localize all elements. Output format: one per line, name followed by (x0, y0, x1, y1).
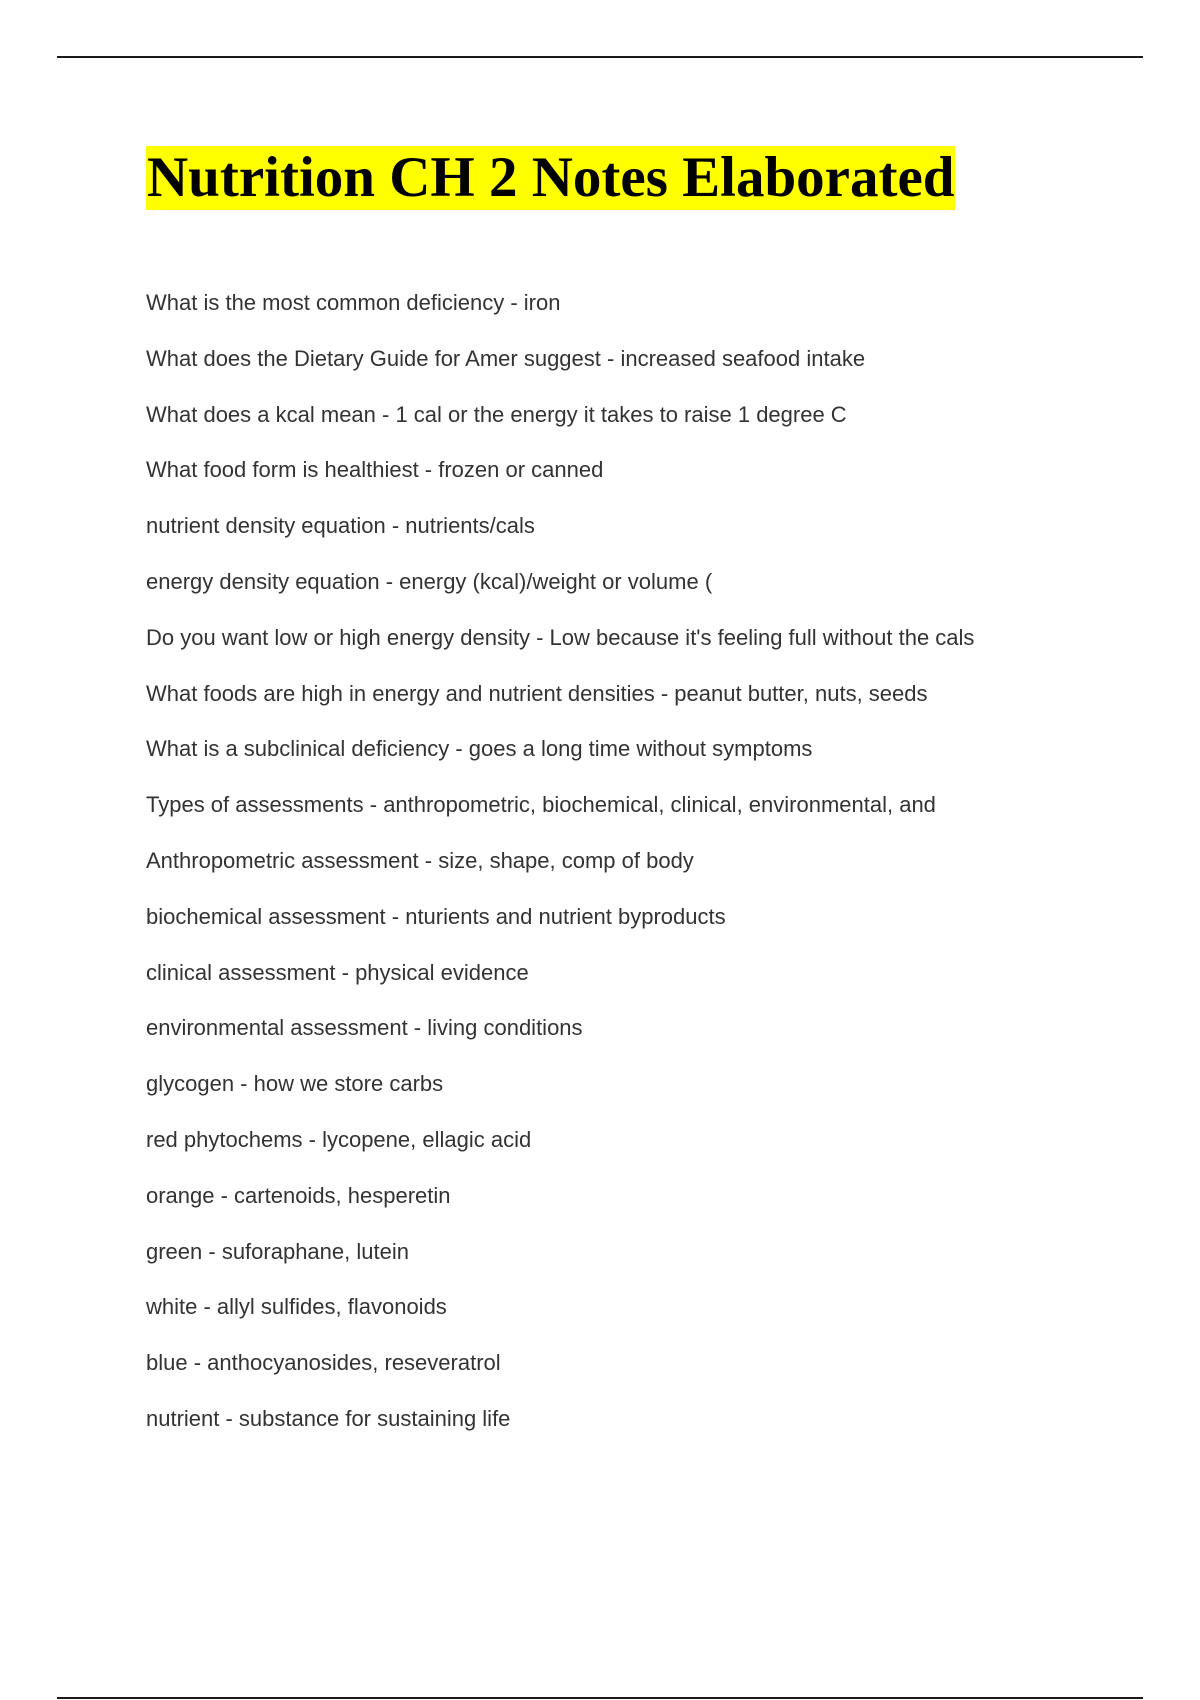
note-item: What is the most common deficiency - iron (146, 290, 561, 315)
note-item: environmental assessment - living conditions (146, 1015, 583, 1041)
note-item: energy density equation - energy (kcal)/weight or volume ( (146, 568, 713, 594)
note-item: nutrient density equation - nutrients/cals (146, 513, 535, 539)
header-rule (57, 56, 1143, 58)
page-title: Nutrition CH 2 Notes Elaborated (147, 146, 955, 209)
note-item: red phytochems - lycopene, ellagic acid (146, 1126, 532, 1152)
note-item: Anthropometric assessment - size, shape, comp of body (146, 847, 694, 873)
note-item: glycogen - how we store carbs (146, 1071, 444, 1097)
note-item: What is a subclinical deficiency - goes a long time without symptoms (146, 736, 813, 762)
note-item: What foods are high in energy and nutrient densities - peanut butter, nuts, seeds (146, 680, 928, 706)
note-item: blue - anthocyanosides, reseveratrol (146, 1350, 501, 1376)
note-item: What food form is healthiest - frozen or canned (146, 457, 604, 483)
note-item: clinical assessment - physical evidence (146, 959, 529, 985)
note-item: Types of assessments - anthropometric, biochemical, clinical, environmental, and (146, 792, 936, 818)
note-item: What does a kcal mean - 1 cal or the energy it takes to raise 1 degree C (146, 401, 847, 427)
note-item: biochemical assessment - nturients and nutrient byproducts (146, 903, 726, 929)
note-item: white - allyl sulfides, flavonoids (146, 1294, 447, 1320)
note-item: orange - cartenoids, hesperetin (146, 1182, 451, 1208)
footer-rule (57, 1697, 1143, 1699)
notes-list (146, 290, 974, 1462)
note-item: nutrient - substance for sustaining life (146, 1405, 511, 1431)
note-item: What does the Dietary Guide for Amer suggest - increased seafood intake (146, 345, 866, 371)
note-item: Do you want low or high energy density - Low because it's feeling full without the cals (146, 624, 975, 650)
note-item: green - suforaphane, lutein (146, 1238, 409, 1264)
